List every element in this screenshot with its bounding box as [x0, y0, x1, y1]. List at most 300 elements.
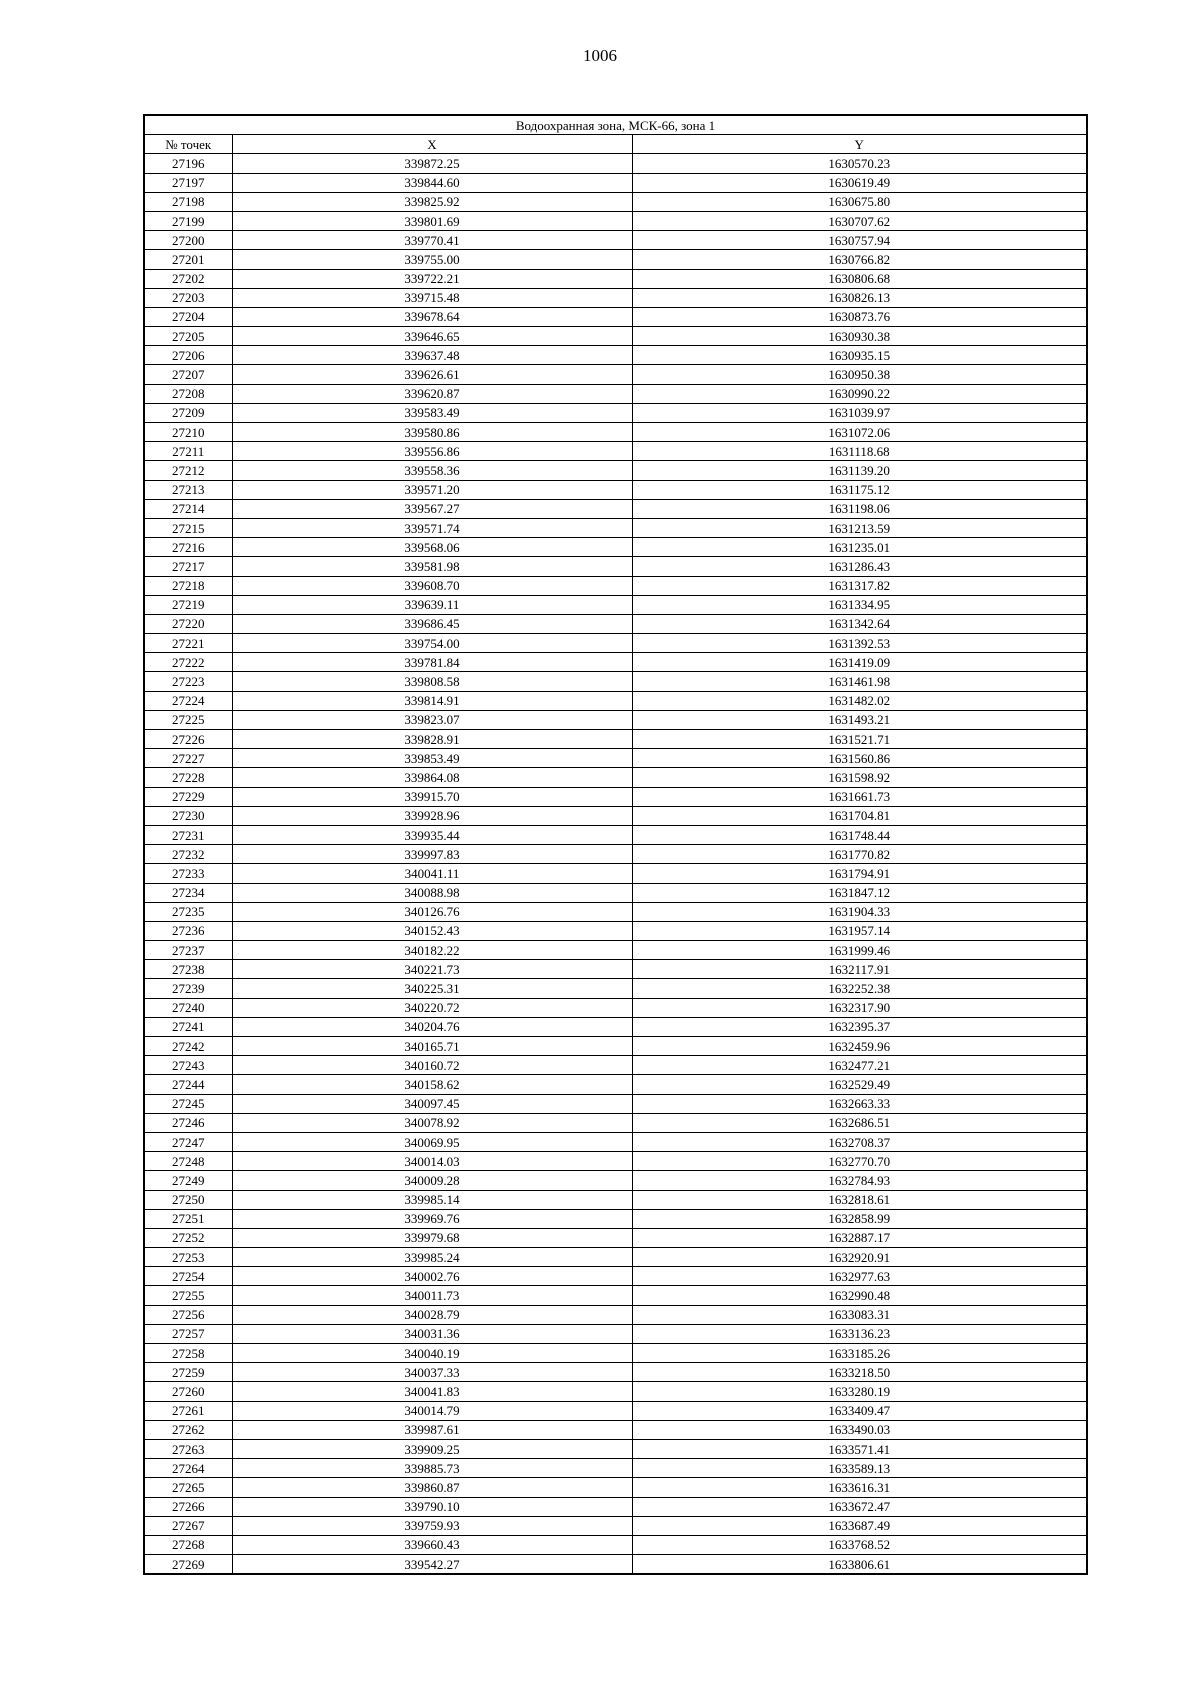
table-row [144, 1344, 1087, 1363]
table-header-row [144, 135, 1087, 154]
cell-point-number: 27241 [144, 1017, 232, 1036]
cell-y: 1631392.53 [632, 634, 1087, 653]
cell-point-number: 27266 [144, 1497, 232, 1516]
cell-x: 339678.64 [232, 307, 632, 326]
cell-y: 1633490.03 [632, 1420, 1087, 1439]
cell-point-number: 27263 [144, 1439, 232, 1458]
table-row [144, 1439, 1087, 1458]
table-row [144, 1305, 1087, 1324]
cell-y: 1632117.91 [632, 960, 1087, 979]
cell-x: 339686.45 [232, 614, 632, 633]
table-row [144, 1171, 1087, 1190]
cell-x: 340078.92 [232, 1113, 632, 1132]
table-row [144, 576, 1087, 595]
table-row [144, 883, 1087, 902]
cell-x: 339828.91 [232, 730, 632, 749]
table-title: Водоохранная зона, МСК-66, зона 1 [144, 115, 1087, 135]
cell-point-number: 27236 [144, 921, 232, 940]
cell-point-number: 27225 [144, 710, 232, 729]
cell-y: 1631461.98 [632, 672, 1087, 691]
cell-y: 1631748.44 [632, 825, 1087, 844]
cell-x: 339781.84 [232, 653, 632, 672]
cell-y: 1630935.15 [632, 346, 1087, 365]
cell-x: 339608.70 [232, 576, 632, 595]
cell-y: 1631175.12 [632, 480, 1087, 499]
cell-x: 339568.06 [232, 538, 632, 557]
cell-y: 1630757.94 [632, 231, 1087, 250]
cell-point-number: 27265 [144, 1478, 232, 1497]
cell-x: 339558.36 [232, 461, 632, 480]
cell-point-number: 27244 [144, 1075, 232, 1094]
table-row [144, 1516, 1087, 1535]
cell-y: 1632708.37 [632, 1132, 1087, 1151]
cell-x: 340041.11 [232, 864, 632, 883]
table-row [144, 864, 1087, 883]
cell-point-number: 27251 [144, 1209, 232, 1228]
cell-x: 339583.49 [232, 403, 632, 422]
cell-x: 339928.96 [232, 806, 632, 825]
cell-point-number: 27228 [144, 768, 232, 787]
cell-x: 339571.20 [232, 480, 632, 499]
cell-point-number: 27229 [144, 787, 232, 806]
cell-point-number: 27211 [144, 442, 232, 461]
table-row [144, 614, 1087, 633]
cell-y: 1632990.48 [632, 1286, 1087, 1305]
cell-y: 1631317.82 [632, 576, 1087, 595]
cell-x: 340165.71 [232, 1037, 632, 1056]
table-row [144, 768, 1087, 787]
cell-y: 1633687.49 [632, 1516, 1087, 1535]
cell-x: 339915.70 [232, 787, 632, 806]
cell-x: 339969.76 [232, 1209, 632, 1228]
cell-y: 1631521.71 [632, 730, 1087, 749]
cell-x: 339823.07 [232, 710, 632, 729]
table-row [144, 518, 1087, 537]
cell-point-number: 27255 [144, 1286, 232, 1305]
cell-x: 339985.14 [232, 1190, 632, 1209]
cell-x: 340040.19 [232, 1344, 632, 1363]
cell-point-number: 27222 [144, 653, 232, 672]
cell-x: 339754.00 [232, 634, 632, 653]
cell-point-number: 27254 [144, 1267, 232, 1286]
cell-y: 1632317.90 [632, 998, 1087, 1017]
cell-x: 339801.69 [232, 211, 632, 230]
cell-y: 1631419.09 [632, 653, 1087, 672]
cell-y: 1630570.23 [632, 154, 1087, 173]
table-row [144, 1056, 1087, 1075]
cell-point-number: 27218 [144, 576, 232, 595]
cell-y: 1630930.38 [632, 327, 1087, 346]
cell-point-number: 27267 [144, 1516, 232, 1535]
cell-x: 339580.86 [232, 423, 632, 442]
cell-x: 340097.45 [232, 1094, 632, 1113]
cell-y: 1633571.41 [632, 1439, 1087, 1458]
cell-x: 340088.98 [232, 883, 632, 902]
cell-point-number: 27264 [144, 1459, 232, 1478]
cell-y: 1631139.20 [632, 461, 1087, 480]
cell-point-number: 27209 [144, 403, 232, 422]
table-row [144, 672, 1087, 691]
cell-point-number: 27219 [144, 595, 232, 614]
cell-point-number: 27238 [144, 960, 232, 979]
cell-x: 340225.31 [232, 979, 632, 998]
cell-y: 1633409.47 [632, 1401, 1087, 1420]
table-row [144, 634, 1087, 653]
cell-y: 1630619.49 [632, 173, 1087, 192]
cell-point-number: 27256 [144, 1305, 232, 1324]
cell-y: 1632477.21 [632, 1056, 1087, 1075]
table-row [144, 384, 1087, 403]
cell-y: 1630990.22 [632, 384, 1087, 403]
cell-point-number: 27220 [144, 614, 232, 633]
cell-point-number: 27200 [144, 231, 232, 250]
table-row [144, 1267, 1087, 1286]
cell-point-number: 27268 [144, 1535, 232, 1554]
table-row [144, 1248, 1087, 1267]
cell-y: 1631334.95 [632, 595, 1087, 614]
table-row [144, 749, 1087, 768]
table-row [144, 538, 1087, 557]
table-row [144, 653, 1087, 672]
cell-x: 340220.72 [232, 998, 632, 1017]
cell-point-number: 27206 [144, 346, 232, 365]
table-row [144, 1478, 1087, 1497]
table-row [144, 1401, 1087, 1420]
cell-y: 1632686.51 [632, 1113, 1087, 1132]
cell-x: 339542.27 [232, 1555, 632, 1575]
cell-x: 340031.36 [232, 1324, 632, 1343]
table-row [144, 231, 1087, 250]
table-row [144, 921, 1087, 940]
table-row [144, 346, 1087, 365]
cell-x: 339581.98 [232, 557, 632, 576]
cell-y: 1630766.82 [632, 250, 1087, 269]
cell-x: 340204.76 [232, 1017, 632, 1036]
cell-point-number: 27248 [144, 1152, 232, 1171]
cell-y: 1631118.68 [632, 442, 1087, 461]
cell-y: 1633672.47 [632, 1497, 1087, 1516]
table-row [144, 1497, 1087, 1516]
table-row [144, 1363, 1087, 1382]
table-row [144, 1152, 1087, 1171]
cell-y: 1631957.14 [632, 921, 1087, 940]
cell-x: 340158.62 [232, 1075, 632, 1094]
table-row [144, 1420, 1087, 1439]
cell-y: 1631770.82 [632, 845, 1087, 864]
cell-y: 1630806.68 [632, 269, 1087, 288]
cell-x: 340014.03 [232, 1152, 632, 1171]
cell-point-number: 27243 [144, 1056, 232, 1075]
cell-y: 1631072.06 [632, 423, 1087, 442]
table-row [144, 173, 1087, 192]
cell-y: 1633218.50 [632, 1363, 1087, 1382]
cell-y: 1632977.63 [632, 1267, 1087, 1286]
table-row [144, 154, 1087, 173]
cell-point-number: 27199 [144, 211, 232, 230]
column-header-y: Y [632, 135, 1087, 154]
cell-y: 1633185.26 [632, 1344, 1087, 1363]
cell-point-number: 27202 [144, 269, 232, 288]
table-row [144, 998, 1087, 1017]
table-row [144, 1190, 1087, 1209]
cell-y: 1631560.86 [632, 749, 1087, 768]
cell-y: 1633806.61 [632, 1555, 1087, 1575]
cell-y: 1633768.52 [632, 1535, 1087, 1554]
cell-x: 339567.27 [232, 499, 632, 518]
cell-y: 1632459.96 [632, 1037, 1087, 1056]
cell-y: 1630950.38 [632, 365, 1087, 384]
cell-point-number: 27223 [144, 672, 232, 691]
cell-y: 1631213.59 [632, 518, 1087, 537]
cell-y: 1632920.91 [632, 1248, 1087, 1267]
cell-x: 339571.74 [232, 518, 632, 537]
cell-x: 340011.73 [232, 1286, 632, 1305]
table-row [144, 1555, 1087, 1575]
table-row [144, 327, 1087, 346]
table-row [144, 1228, 1087, 1247]
cell-point-number: 27196 [144, 154, 232, 173]
cell-x: 339759.93 [232, 1516, 632, 1535]
coordinates-table [143, 114, 1088, 1575]
table-row [144, 845, 1087, 864]
cell-y: 1631904.33 [632, 902, 1087, 921]
cell-point-number: 27198 [144, 192, 232, 211]
page-number: 1006 [583, 46, 617, 65]
table-row [144, 960, 1087, 979]
cell-x: 339987.61 [232, 1420, 632, 1439]
cell-y: 1631286.43 [632, 557, 1087, 576]
table-row [144, 710, 1087, 729]
cell-y: 1631198.06 [632, 499, 1087, 518]
cell-x: 340221.73 [232, 960, 632, 979]
table-row [144, 1286, 1087, 1305]
cell-y: 1631598.92 [632, 768, 1087, 787]
cell-x: 340041.83 [232, 1382, 632, 1401]
table-row [144, 787, 1087, 806]
cell-point-number: 27210 [144, 423, 232, 442]
cell-x: 339860.87 [232, 1478, 632, 1497]
cell-point-number: 27231 [144, 825, 232, 844]
cell-y: 1632395.37 [632, 1017, 1087, 1036]
cell-y: 1632252.38 [632, 979, 1087, 998]
table-row [144, 1037, 1087, 1056]
cell-y: 1631999.46 [632, 941, 1087, 960]
cell-x: 339997.83 [232, 845, 632, 864]
cell-point-number: 27216 [144, 538, 232, 557]
cell-x: 339985.24 [232, 1248, 632, 1267]
cell-x: 339825.92 [232, 192, 632, 211]
cell-point-number: 27245 [144, 1094, 232, 1113]
column-header-x: X [232, 135, 632, 154]
cell-y: 1632663.33 [632, 1094, 1087, 1113]
table-row [144, 499, 1087, 518]
cell-x: 339755.00 [232, 250, 632, 269]
cell-x: 339626.61 [232, 365, 632, 384]
cell-point-number: 27226 [144, 730, 232, 749]
cell-point-number: 27197 [144, 173, 232, 192]
cell-point-number: 27237 [144, 941, 232, 960]
table-row [144, 1209, 1087, 1228]
table-row [144, 1324, 1087, 1343]
cell-point-number: 27217 [144, 557, 232, 576]
cell-point-number: 27250 [144, 1190, 232, 1209]
table-row [144, 461, 1087, 480]
cell-point-number: 27232 [144, 845, 232, 864]
cell-point-number: 27227 [144, 749, 232, 768]
cell-y: 1631235.01 [632, 538, 1087, 557]
cell-x: 339639.11 [232, 595, 632, 614]
cell-point-number: 27233 [144, 864, 232, 883]
table-row [144, 941, 1087, 960]
cell-point-number: 27213 [144, 480, 232, 499]
cell-y: 1633616.31 [632, 1478, 1087, 1497]
table-row [144, 1113, 1087, 1132]
cell-point-number: 27260 [144, 1382, 232, 1401]
table-row [144, 442, 1087, 461]
cell-point-number: 27246 [144, 1113, 232, 1132]
cell-point-number: 27230 [144, 806, 232, 825]
cell-y: 1631482.02 [632, 691, 1087, 710]
cell-y: 1631661.73 [632, 787, 1087, 806]
cell-x: 339935.44 [232, 825, 632, 844]
cell-y: 1631493.21 [632, 710, 1087, 729]
cell-x: 340009.28 [232, 1171, 632, 1190]
cell-y: 1632818.61 [632, 1190, 1087, 1209]
cell-y: 1631342.64 [632, 614, 1087, 633]
cell-point-number: 27259 [144, 1363, 232, 1382]
cell-point-number: 27249 [144, 1171, 232, 1190]
cell-x: 339808.58 [232, 672, 632, 691]
cell-x: 339872.25 [232, 154, 632, 173]
cell-y: 1631704.81 [632, 806, 1087, 825]
cell-x: 339646.65 [232, 327, 632, 346]
table-row [144, 806, 1087, 825]
cell-x: 339853.49 [232, 749, 632, 768]
cell-y: 1633083.31 [632, 1305, 1087, 1324]
cell-x: 339909.25 [232, 1439, 632, 1458]
cell-point-number: 27212 [144, 461, 232, 480]
table-row [144, 423, 1087, 442]
cell-x: 340182.22 [232, 941, 632, 960]
cell-x: 340152.43 [232, 921, 632, 940]
cell-y: 1632784.93 [632, 1171, 1087, 1190]
cell-point-number: 27252 [144, 1228, 232, 1247]
cell-point-number: 27261 [144, 1401, 232, 1420]
table-row [144, 307, 1087, 326]
cell-x: 340028.79 [232, 1305, 632, 1324]
table-row [144, 1075, 1087, 1094]
cell-point-number: 27235 [144, 902, 232, 921]
cell-x: 339556.86 [232, 442, 632, 461]
cell-x: 339715.48 [232, 288, 632, 307]
table-row [144, 250, 1087, 269]
cell-x: 340126.76 [232, 902, 632, 921]
cell-point-number: 27224 [144, 691, 232, 710]
cell-y: 1630826.13 [632, 288, 1087, 307]
cell-point-number: 27215 [144, 518, 232, 537]
cell-x: 339814.91 [232, 691, 632, 710]
cell-y: 1632770.70 [632, 1152, 1087, 1171]
table-row [144, 595, 1087, 614]
cell-y: 1632529.49 [632, 1075, 1087, 1094]
cell-point-number: 27208 [144, 384, 232, 403]
cell-point-number: 27203 [144, 288, 232, 307]
cell-x: 339722.21 [232, 269, 632, 288]
table-row [144, 365, 1087, 384]
column-header-point-number: № точек [144, 135, 232, 154]
cell-point-number: 27240 [144, 998, 232, 1017]
cell-y: 1631039.97 [632, 403, 1087, 422]
cell-point-number: 27242 [144, 1037, 232, 1056]
table-row [144, 211, 1087, 230]
cell-y: 1631847.12 [632, 883, 1087, 902]
cell-point-number: 27258 [144, 1344, 232, 1363]
cell-point-number: 27247 [144, 1132, 232, 1151]
table-row [144, 557, 1087, 576]
cell-x: 340069.95 [232, 1132, 632, 1151]
table-body [144, 154, 1087, 1574]
table-row [144, 979, 1087, 998]
cell-x: 339620.87 [232, 384, 632, 403]
cell-y: 1633280.19 [632, 1382, 1087, 1401]
table-row [144, 480, 1087, 499]
cell-x: 339660.43 [232, 1535, 632, 1554]
cell-point-number: 27239 [144, 979, 232, 998]
cell-y: 1630873.76 [632, 307, 1087, 326]
table-row [144, 288, 1087, 307]
cell-x: 340014.79 [232, 1401, 632, 1420]
cell-y: 1630675.80 [632, 192, 1087, 211]
cell-x: 339979.68 [232, 1228, 632, 1247]
cell-x: 339864.08 [232, 768, 632, 787]
table-row [144, 691, 1087, 710]
cell-y: 1633589.13 [632, 1459, 1087, 1478]
cell-point-number: 27207 [144, 365, 232, 384]
cell-y: 1630707.62 [632, 211, 1087, 230]
cell-y: 1631794.91 [632, 864, 1087, 883]
table-row [144, 403, 1087, 422]
cell-point-number: 27205 [144, 327, 232, 346]
table-row [144, 825, 1087, 844]
cell-point-number: 27201 [144, 250, 232, 269]
table-row [144, 1132, 1087, 1151]
cell-y: 1632887.17 [632, 1228, 1087, 1247]
cell-point-number: 27204 [144, 307, 232, 326]
cell-point-number: 27253 [144, 1248, 232, 1267]
cell-point-number: 27257 [144, 1324, 232, 1343]
cell-x: 340160.72 [232, 1056, 632, 1075]
cell-x: 340002.76 [232, 1267, 632, 1286]
table-row [144, 1535, 1087, 1554]
table-row [144, 1017, 1087, 1036]
cell-x: 339844.60 [232, 173, 632, 192]
cell-point-number: 27221 [144, 634, 232, 653]
table-row [144, 269, 1087, 288]
cell-point-number: 27214 [144, 499, 232, 518]
cell-y: 1632858.99 [632, 1209, 1087, 1228]
cell-x: 339790.10 [232, 1497, 632, 1516]
table-row [144, 1459, 1087, 1478]
cell-point-number: 27269 [144, 1555, 232, 1575]
table-row [144, 730, 1087, 749]
table-row [144, 1094, 1087, 1113]
table-row [144, 902, 1087, 921]
cell-x: 339885.73 [232, 1459, 632, 1478]
cell-x: 339770.41 [232, 231, 632, 250]
cell-x: 339637.48 [232, 346, 632, 365]
table-row [144, 1382, 1087, 1401]
cell-point-number: 27262 [144, 1420, 232, 1439]
